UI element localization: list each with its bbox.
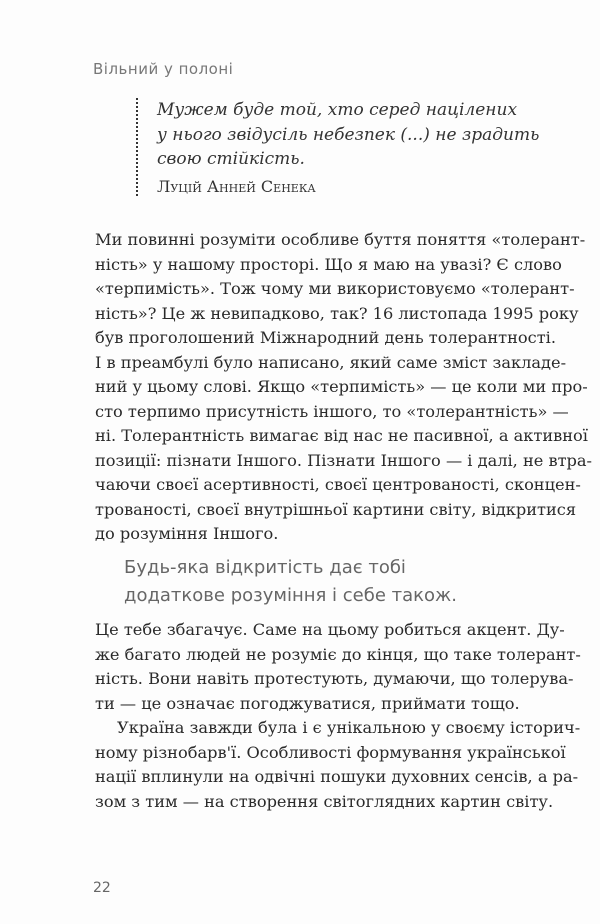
epigraph-author: Луцій Анней Сенека [157, 176, 316, 196]
text-line: Україна завжди була і є унікальною у своєму історич- [117, 718, 581, 737]
text-line: був проголошений Міжнародний день толерантності. [95, 328, 556, 347]
epigraph-line: свою стійкість. [157, 149, 305, 169]
running-header: Вільний у полоні [93, 60, 234, 78]
text-line: ність» у нашому просторі. Що я маю на увазі? Є слово [95, 254, 562, 274]
text-line: ний у цьому слові. Якщо «терпимість» — це коли ми про- [95, 377, 588, 396]
page-number: 22 [93, 880, 111, 896]
paragraph-3 [95, 716, 581, 814]
pull-quote-line: Будь-яка відкритість дає тобі [124, 557, 406, 578]
pull-quote-line: додаткове розуміння і себе також. [124, 585, 457, 606]
text-line: чаючи своєї асертивності, своєї центрованості, сконцен- [95, 475, 581, 494]
epigraph-line: Мужем буде той, хто серед націлених [157, 100, 518, 120]
pull-quote [124, 554, 457, 610]
text-line: «терпимість». Тож чому ми використовуємо «толерант- [95, 279, 575, 298]
text-line: же багато людей не розуміє до кінця, що таке толерант- [95, 644, 581, 664]
text-line: нації вплинули на одвічні пошуки духовних сенсів, а ра- [95, 767, 579, 786]
text-line: сто терпимо присутність іншого, то «толерантність» — [95, 401, 569, 421]
text-line: Ми повинні розуміти особливе буття поняття «толерант- [95, 230, 586, 249]
text-line: до розуміння Іншого. [95, 524, 279, 543]
text-line: Це тебе збагачує. Саме на цьому робиться акцент. Ду- [95, 620, 565, 639]
text-line: зом з тим — на створення світоглядних картин світу. [95, 791, 554, 811]
text-line: ти — це означає погоджуватися, приймати тощо. [95, 693, 520, 713]
text-line: позиції: пізнати Іншого. Пізнати Іншого — і далі, не втра- [95, 450, 593, 470]
text-line: ні. Толерантність вимагає від нас не пасивної, а активної [95, 426, 588, 445]
epigraph-line: у нього звідусіль небезпек (...) не зрадить [157, 124, 540, 145]
text-line: І в преамбулі було написано, який саме зміст закладе- [95, 352, 567, 372]
paragraph-2 [95, 618, 581, 716]
paragraph-1 [95, 228, 593, 547]
epigraph [136, 98, 540, 196]
text-line: ному різнобарв'ї. Особливості формування української [95, 742, 566, 762]
text-line: трованості, своєї внутрішньої картини світу, відкритися [95, 499, 577, 519]
text-line: ність. Вони навіть протестують, думаючи, що толерува- [95, 669, 574, 688]
text-line: ність»? Це ж невипадково, так? 16 листопада 1995 року [95, 303, 579, 323]
